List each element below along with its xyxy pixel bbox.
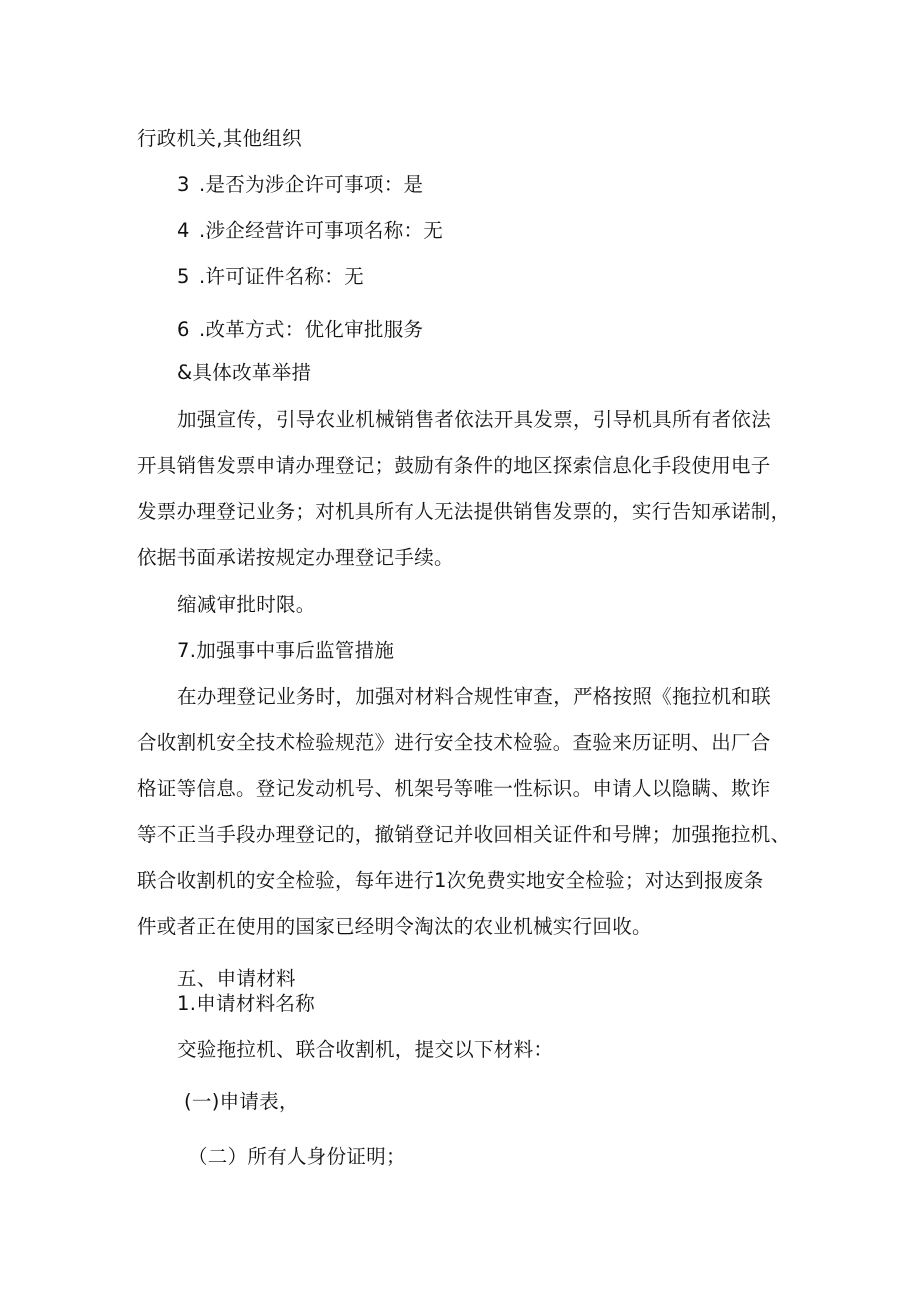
text-line: 依据书面承诺按规定办理登记手续。	[137, 546, 454, 569]
list-item-text: .涉企经营许可事项名称：无	[199, 219, 444, 242]
list-item: (一)申请表，	[184, 1090, 299, 1113]
text-line: 件或者正在使用的国家已经明令淘汰的农业机械实行回收。	[137, 915, 652, 938]
text-line: 交验拖拉机、联合收割机，提交以下材料：	[177, 1038, 554, 1061]
text-line: 开具销售发票申请办理登记；鼓励有条件的地区探索信息化手段使用电子	[137, 454, 771, 477]
section-heading: 7.加强事中事后监管措施	[177, 639, 395, 662]
section-heading: 1.申请材料名称	[177, 992, 316, 1015]
list-item-text: .许可证件名称：无	[199, 265, 364, 288]
list-number: 3	[177, 173, 190, 196]
list-item: （二）所有人身份证明；	[188, 1145, 406, 1168]
list-item-text: .改革方式：优化审批服务	[199, 318, 424, 341]
text-line: 等不正当手段办理登记的，撤销登记并收回相关证件和号牌；加强拖拉机、	[137, 823, 791, 846]
text-line: 发票办理登记业务；对机具所有人无法提供销售发票的，实行告知承诺制，	[137, 500, 791, 523]
text-line: 合收割机安全技术检验规范》进行安全技术检验。查验来历证明、出厂合	[137, 731, 771, 754]
list-number: 6	[177, 318, 190, 341]
text-line: 格证等信息。登记发动机号、机架号等唯一性标识。申请人以隐瞒、欺诈	[137, 777, 771, 800]
list-item	[177, 265, 364, 289]
list-item	[177, 173, 423, 197]
list-number: 4	[177, 219, 190, 242]
text-line: 在办理登记业务时，加强对材料合规性审查，严格按照《拖拉机和联	[177, 685, 772, 708]
text-line: 缩减审批时限。	[177, 593, 316, 616]
text-line: 加强宣传，引导农业机械销售者依法开具发票，引导机具所有者依法	[177, 408, 772, 431]
list-item-text: .是否为涉企许可事项：是	[199, 173, 424, 196]
section-heading: &具体改革举措	[177, 361, 312, 384]
text-line: 联合收割机的安全检验，每年进行1次免费实地安全检验；对达到报废条	[137, 869, 764, 892]
text-line: 行政机关,其他组织	[137, 127, 302, 150]
list-item	[177, 318, 423, 342]
section-heading: 五、申请材料	[177, 967, 296, 990]
list-item	[177, 219, 443, 243]
list-number: 5	[177, 265, 190, 288]
